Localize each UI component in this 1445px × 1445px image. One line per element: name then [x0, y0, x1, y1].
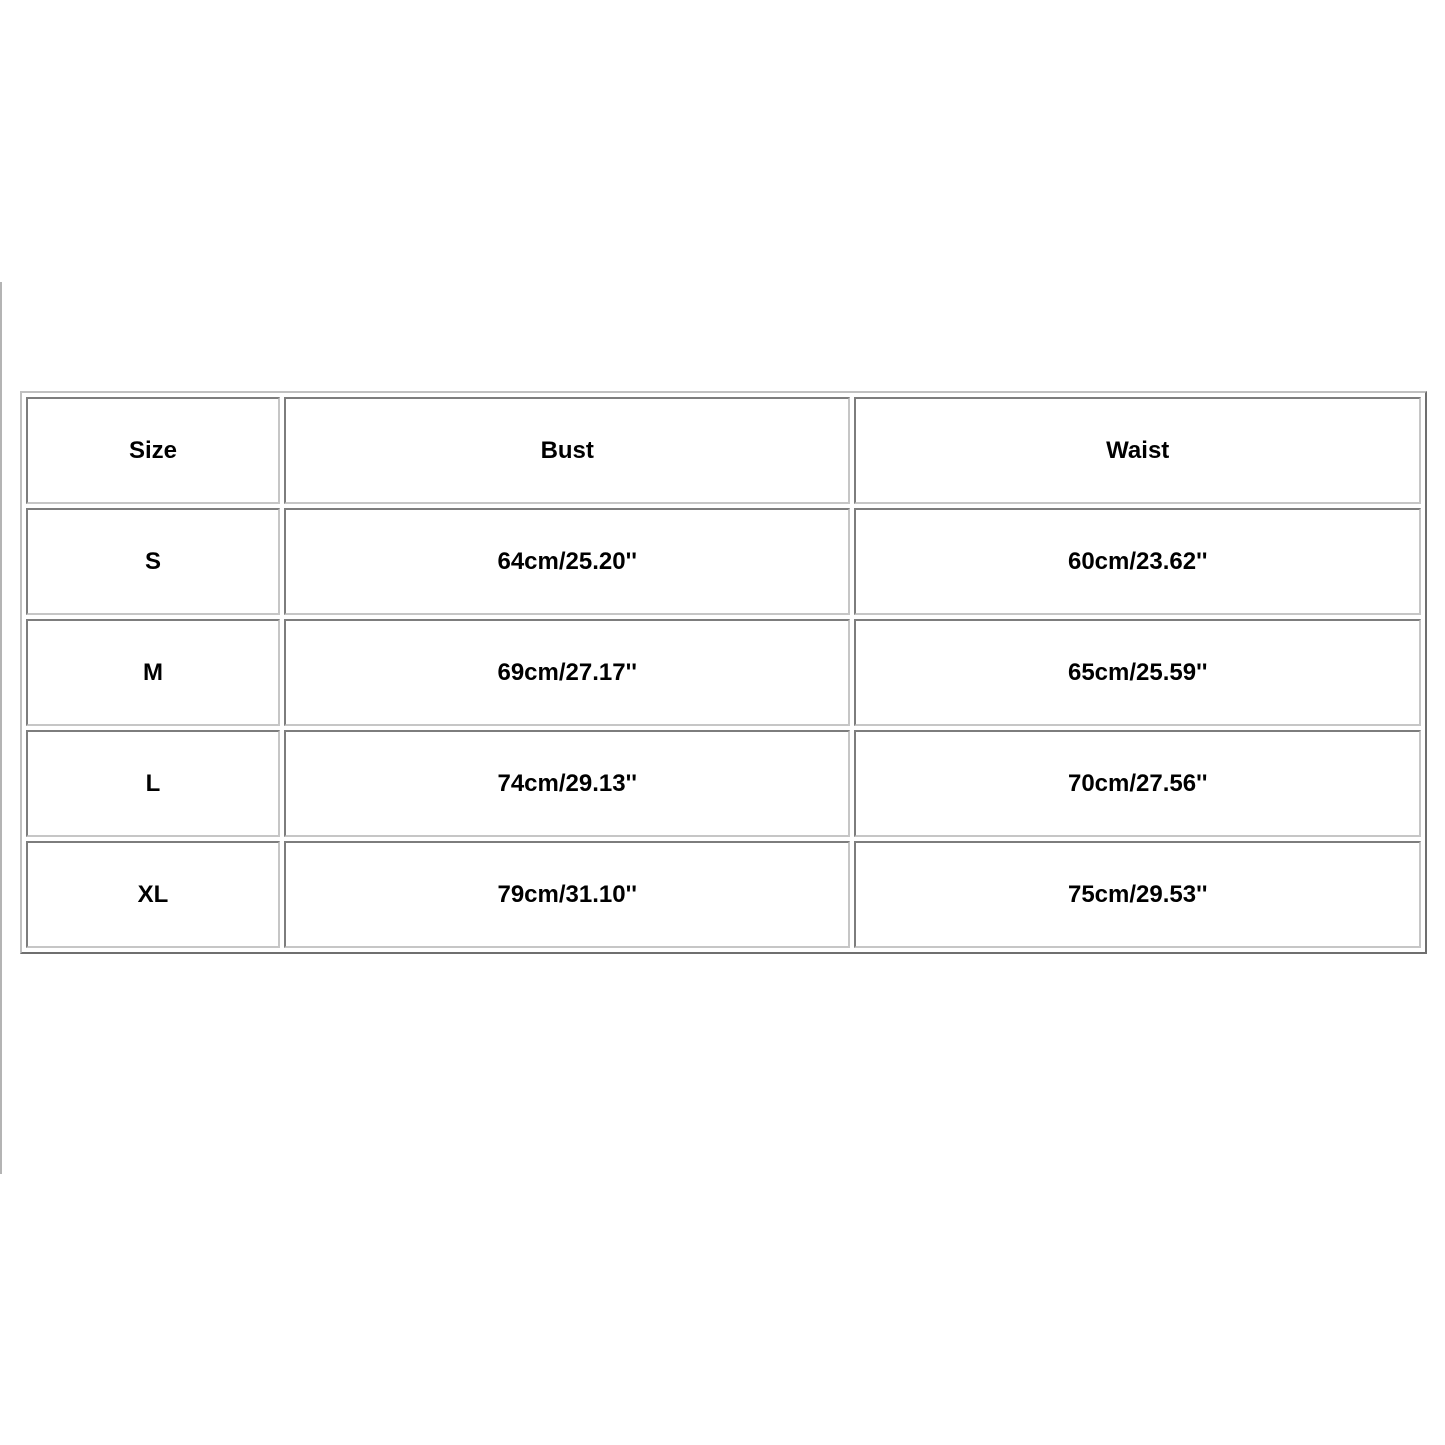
table-header-row	[26, 397, 1421, 504]
cell-bust: 79cm/31.10''	[284, 841, 850, 948]
cell-waist: 75cm/29.53''	[854, 841, 1421, 948]
cell-size: M	[26, 619, 280, 726]
cell-size: L	[26, 730, 280, 837]
table-row	[26, 619, 1421, 726]
cell-waist: 65cm/25.59''	[854, 619, 1421, 726]
cell-bust: 74cm/29.13''	[284, 730, 850, 837]
header-waist: Waist	[854, 397, 1421, 504]
cell-waist: 60cm/23.62''	[854, 508, 1421, 615]
cell-size: XL	[26, 841, 280, 948]
table-row	[26, 730, 1421, 837]
cell-waist: 70cm/27.56''	[854, 730, 1421, 837]
header-bust: Bust	[284, 397, 850, 504]
cell-bust: 69cm/27.17''	[284, 619, 850, 726]
size-chart-table	[20, 391, 1427, 954]
cell-bust: 64cm/25.20''	[284, 508, 850, 615]
left-divider-line	[0, 282, 2, 1174]
table-row	[26, 841, 1421, 948]
cell-size: S	[26, 508, 280, 615]
header-size: Size	[26, 397, 280, 504]
table-row	[26, 508, 1421, 615]
